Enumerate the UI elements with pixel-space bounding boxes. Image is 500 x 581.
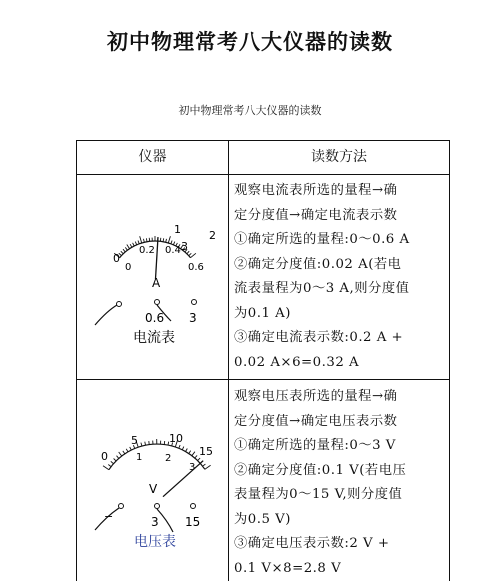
scale-tick bbox=[191, 253, 196, 257]
method-line: ②确定分度值:0.02 A(若电 bbox=[234, 253, 446, 278]
method-line: 为0.1 A) bbox=[234, 302, 446, 327]
voltmeter-terminal-3 bbox=[155, 504, 160, 509]
ammeter-terminal-06 bbox=[155, 300, 160, 305]
scale-tick bbox=[114, 459, 116, 461]
ammeter-diagram bbox=[77, 175, 228, 379]
table-header-row bbox=[77, 141, 449, 175]
voltmeter-label-3: 3 bbox=[189, 462, 195, 473]
voltmeter-cell bbox=[77, 380, 228, 580]
ammeter-label-0: 0 bbox=[125, 262, 131, 273]
method-line: ③确定电流表示数:0.2 A + bbox=[234, 326, 446, 351]
svg-text:−: − bbox=[104, 510, 113, 523]
voltmeter-label-10: 10 bbox=[169, 432, 183, 445]
method-line: ①确定所选的量程:0～0.6 A bbox=[234, 228, 446, 253]
method-line: 定分度值→确定电压表示数 bbox=[234, 410, 446, 435]
ammeter-cell bbox=[77, 175, 228, 379]
voltmeter-label-2: 2 bbox=[165, 453, 171, 464]
voltmeter-method bbox=[234, 385, 446, 581]
voltmeter-terminal-negative bbox=[119, 504, 124, 509]
voltmeter-terminal-label-15: 15 bbox=[185, 515, 200, 529]
ammeter-method bbox=[234, 179, 446, 375]
ammeter-unit-symbol: A bbox=[152, 276, 161, 290]
method-line: ③确定电压表示数:2 V + bbox=[234, 532, 446, 557]
voltmeter-label-15: 15 bbox=[199, 445, 213, 458]
ammeter-label-06: 0.6 bbox=[188, 262, 204, 273]
ammeter-name: 电流表 bbox=[133, 329, 175, 346]
ammeter-label-2: 2 bbox=[209, 229, 216, 242]
voltmeter-label-5: 5 bbox=[131, 434, 138, 447]
method-line: 表量程为0～15 V,则分度值 bbox=[234, 483, 446, 508]
method-line: ②确定分度值:0.1 V(若电压 bbox=[234, 459, 446, 484]
ammeter-label-1: 1 bbox=[174, 223, 181, 236]
voltmeter-unit-symbol: V bbox=[149, 482, 158, 496]
voltmeter-wire-3 bbox=[157, 509, 173, 532]
page-title: 初中物理常考八大仪器的读数 bbox=[0, 26, 500, 56]
method-line: 定分度值→确定电流表示数 bbox=[234, 204, 446, 229]
scale-tick bbox=[119, 452, 122, 456]
scale-tick bbox=[192, 452, 195, 456]
method-line: 观察电流表所选的量程→确 bbox=[234, 179, 446, 204]
method-line: 0.1 V×8=2.8 V bbox=[234, 557, 446, 581]
table-caption: 初中物理常考八大仪器的读数 bbox=[0, 102, 500, 118]
ammeter-terminal-negative bbox=[117, 302, 122, 307]
voltmeter-label-1: 1 bbox=[136, 452, 142, 463]
method-line: 为0.5 V) bbox=[234, 508, 446, 533]
voltmeter-label-0: 0 bbox=[101, 450, 108, 463]
header-instrument: 仪器 bbox=[77, 141, 228, 174]
voltmeter-diagram bbox=[77, 380, 228, 580]
header-method: 读数方法 bbox=[229, 141, 449, 174]
voltmeter-terminal-15 bbox=[191, 504, 196, 509]
ammeter-terminal-label-06: 0.6 bbox=[145, 311, 164, 325]
ammeter-label-3: 3 bbox=[181, 240, 188, 253]
scale-tick bbox=[145, 442, 146, 445]
ammeter-label-04: 0.4 bbox=[165, 245, 181, 256]
ammeter-terminal-3 bbox=[192, 300, 197, 305]
method-line: 流表量程为0～3 A,则分度值 bbox=[234, 277, 446, 302]
scale-tick bbox=[103, 466, 109, 470]
method-line: ①确定所选的量程:0～3 V bbox=[234, 434, 446, 459]
instrument-table bbox=[76, 140, 450, 581]
voltmeter-name: 电压表 bbox=[134, 533, 176, 550]
ammeter-wire-negative bbox=[95, 305, 117, 325]
scale-tick bbox=[168, 236, 170, 243]
voltmeter-terminal-label-3: 3 bbox=[151, 515, 159, 529]
method-line: 0.02 A×6=0.32 A bbox=[234, 351, 446, 376]
ammeter-pointer bbox=[156, 237, 159, 279]
scale-tick bbox=[205, 465, 211, 469]
method-line: 观察电压表所选的量程→确 bbox=[234, 385, 446, 410]
scale-tick bbox=[140, 236, 142, 243]
voltmeter-pointer bbox=[163, 461, 203, 497]
ammeter-label-02: 0.2 bbox=[139, 245, 155, 256]
ammeter-terminal-label-3: 3 bbox=[189, 311, 197, 325]
column-divider bbox=[228, 141, 229, 581]
ammeter-label-0-start: 0 bbox=[113, 252, 120, 265]
